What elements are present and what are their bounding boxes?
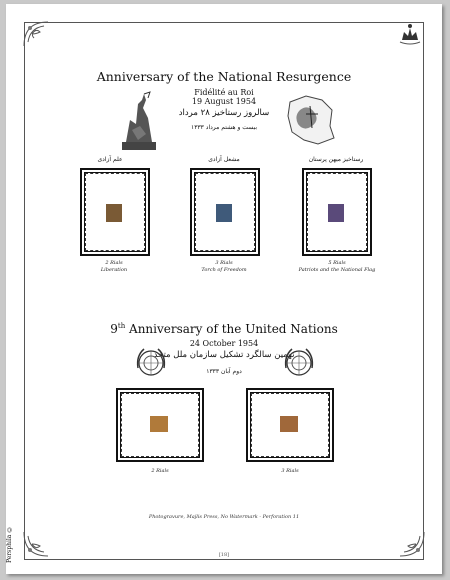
persian-date: بیست و هشتم مرداد ۱۳۳۳ bbox=[191, 124, 257, 131]
stamp-image bbox=[280, 416, 298, 432]
printing-note: Photogravure, Majlis Press, No Watermark - Perforation 11 bbox=[148, 514, 300, 520]
un-emblem-icon bbox=[134, 346, 168, 380]
monument-illustration-icon bbox=[116, 90, 162, 152]
stamp-value: 3 Rials bbox=[281, 468, 299, 474]
persian-title: سالروز رستاخیز ۲۸ مرداد bbox=[178, 108, 270, 118]
album-page bbox=[6, 4, 442, 574]
crown-emblem-icon bbox=[396, 18, 424, 46]
stamp-mount[interactable] bbox=[190, 168, 260, 256]
persian-date: دوم آبان ۱۳۳۳ bbox=[206, 368, 242, 375]
stamp-caption bbox=[68, 260, 160, 274]
stamp-name: Patriots and the National Flag bbox=[298, 267, 376, 273]
stamp-label-persian: علم آزادی bbox=[97, 156, 123, 163]
date-label: 24 October 1954 bbox=[189, 339, 259, 348]
stamp-name: Torch of Freedom bbox=[201, 267, 247, 273]
stamp-image bbox=[106, 204, 122, 222]
stamp-mount[interactable] bbox=[116, 388, 204, 462]
section-title: Anniversary of the National Resurgence bbox=[96, 69, 352, 84]
stamp-value: 3 Rials bbox=[215, 260, 233, 266]
stamp-value: 5 Rials bbox=[328, 260, 346, 266]
corner-ornament-icon bbox=[22, 20, 50, 48]
stamp-caption bbox=[178, 260, 270, 274]
stamp-image bbox=[150, 416, 168, 432]
stamp-name: Liberation bbox=[100, 267, 128, 273]
stamp-image bbox=[216, 204, 232, 222]
stamp-image bbox=[328, 204, 344, 222]
section-title: 9th Anniversary of the United Nations bbox=[110, 322, 338, 336]
stamp-mount[interactable] bbox=[302, 168, 372, 256]
subtitle: Fidélité au Roi bbox=[194, 88, 254, 97]
map-illustration-icon bbox=[282, 92, 338, 148]
un-emblem-icon bbox=[282, 346, 316, 380]
persian-title: نهمین سالگرد تشکیل سازمان ملل متحد bbox=[153, 350, 295, 360]
stamp-caption bbox=[282, 260, 392, 274]
stamp-label-persian: مشعل آزادی bbox=[208, 156, 240, 163]
date-label: 19 August 1954 bbox=[191, 97, 257, 106]
brand-label: Persphila © bbox=[6, 525, 13, 563]
stamp-value: 2 Rials bbox=[151, 468, 169, 474]
stamp-value: 2 Rials bbox=[105, 260, 123, 266]
stamp-mount[interactable] bbox=[80, 168, 150, 256]
stamp-mount[interactable] bbox=[246, 388, 334, 462]
page-number: [18] bbox=[218, 552, 230, 558]
stamp-label-persian: رستاخیز میهن پرستان bbox=[308, 156, 364, 163]
